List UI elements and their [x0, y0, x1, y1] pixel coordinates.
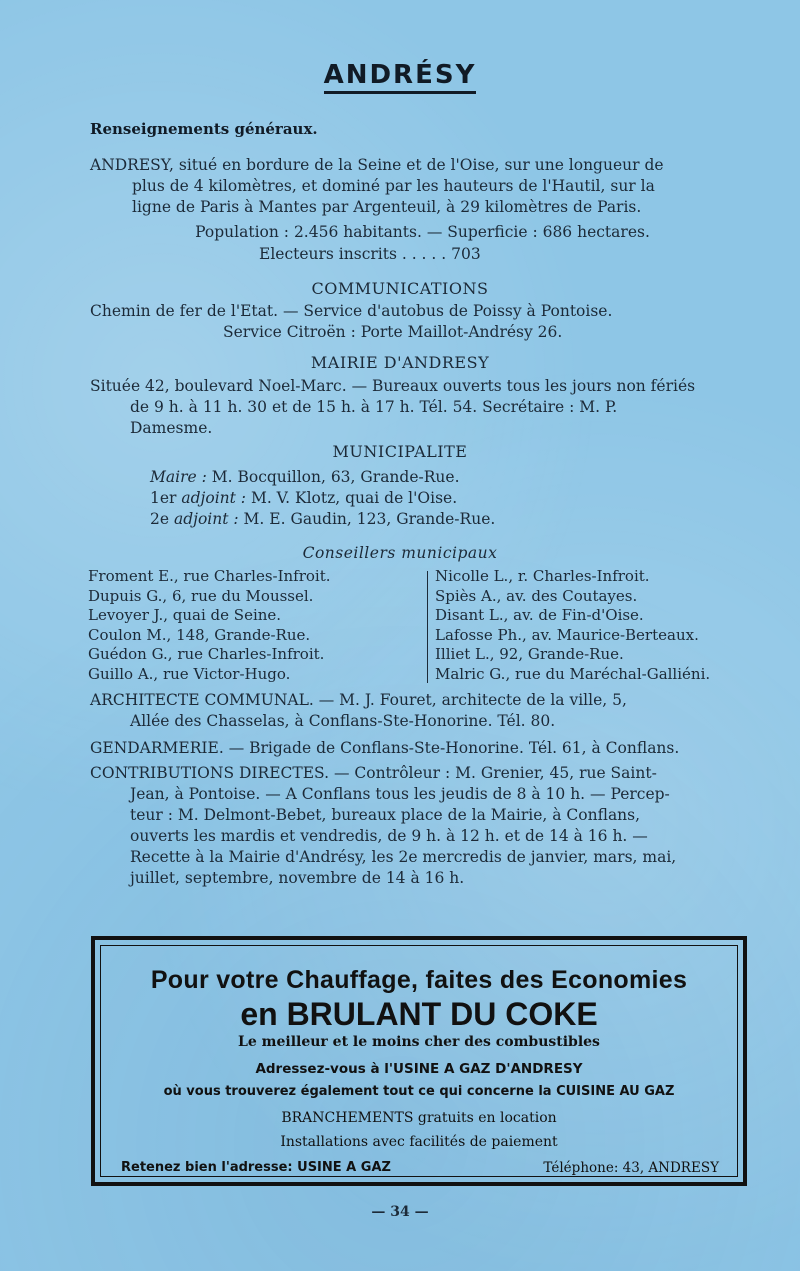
conseillers-left-column	[88, 567, 423, 684]
contributions-paragraph	[90, 763, 770, 889]
conseiller-item: Lafosse Ph., av. Maurice-Berteaux.	[435, 625, 699, 644]
communications-heading: COMMUNICATIONS	[311, 279, 489, 298]
contributions-line: Jean, à Pontoise. — A Conflans tous les jeudis de 8 à 10 h. — Percep-	[130, 785, 670, 803]
conseiller-item: Froment E., rue Charles-Infroit.	[88, 567, 331, 585]
architecte-line: Allée des Chasselas, à Conflans-Ste-Honorine. Tél. 80.	[130, 712, 556, 730]
maire-value: M. Bocquillon, 63, Grande-Rue.	[211, 468, 460, 486]
mairie-paragraph	[90, 376, 770, 439]
ad-main-headline: en BRULANT DU COKE	[240, 996, 598, 1032]
ad-headline: Pour votre Chauffage, faites des Economies	[150, 966, 688, 994]
contributions-line: Recette à la Mairie d'Andrésy, les 2e mercredis de janvier, mars, mai,	[130, 848, 677, 866]
ad-installations-line: Installations avec facilités de paiement	[280, 1134, 558, 1150]
adjoint2-number: 2e	[150, 510, 170, 528]
mairie-line: Damesme.	[130, 419, 213, 437]
page-title	[0, 60, 800, 90]
ad-cuisine-line: où vous trouverez également tout ce qui concerne la CUISINE AU GAZ	[163, 1084, 675, 1099]
ad-branchements-line: BRANCHEMENTS gratuits en location	[281, 1110, 557, 1126]
intro-line: plus de 4 kilomètres, et dominé par les hauteurs de l'Hautil, sur la	[132, 177, 655, 195]
communications-line: Chemin de fer de l'Etat. — Service d'autobus de Poissy à Pontoise.	[90, 302, 613, 320]
adjoint2-label: adjoint :	[173, 510, 239, 528]
architecte-line: ARCHITECTE COMMUNAL. — M. J. Fouret, architecte de la ville, 5,	[90, 691, 627, 709]
conseiller-item: Malric G., rue du Maréchal-Galliéni.	[435, 664, 711, 683]
intro-line: ANDRESY, situé en bordure de la Seine et de l'Oise, sur une longueur de	[90, 156, 664, 174]
adjoint2-line	[150, 509, 750, 530]
contributions-line: teur : M. Delmont-Bebet, bureaux place de la Mairie, à Conflans,	[130, 806, 641, 824]
conseiller-item: Dupuis G., 6, rue du Moussel.	[88, 586, 314, 605]
communications-line: Service Citroën : Porte Maillot-Andrésy 26.	[223, 323, 563, 341]
mairie-heading: MAIRIE D'ANDRESY	[310, 353, 490, 372]
population-line: Population : 2.456 habitants. — Superficie : 686 hectares.	[195, 223, 650, 241]
mairie-line: de 9 h. à 11 h. 30 et de 15 h. à 17 h. Tél. 54. Secrétaire : M. P.	[130, 398, 618, 416]
conseillers-heading: Conseillers municipaux	[302, 544, 498, 562]
municipalite-heading: MUNICIPALITE	[332, 442, 468, 461]
conseiller-item: Coulon M., 148, Grande-Rue.	[88, 625, 311, 644]
intro-paragraph	[90, 155, 770, 218]
municipalite-officers	[150, 467, 750, 530]
conseillers-right-column	[435, 567, 770, 684]
contributions-line: ouverts les mardis et vendredis, de 9 h. à 12 h. et de 14 à 16 h. —	[130, 827, 648, 845]
coke-advertisement	[91, 936, 747, 1186]
advertisement-inner-frame	[100, 945, 738, 1177]
section-subtitle: Renseignements généraux.	[90, 120, 318, 138]
conseiller-item: Guillo A., rue Victor-Hugo.	[88, 664, 291, 683]
column-divider	[427, 571, 428, 683]
intro-line: ligne de Paris à Mantes par Argenteuil, à 29 kilomètres de Paris.	[132, 198, 642, 216]
page-title-text: ANDRÉSY	[324, 60, 477, 94]
adjoint1-number: 1er	[150, 489, 177, 507]
electeurs-line: Electeurs inscrits . . . . . 703	[259, 245, 481, 263]
page-number: — 34 —	[371, 1204, 429, 1220]
conseiller-item: Levoyer J., quai de Seine.	[88, 606, 282, 624]
communications-paragraph	[90, 301, 770, 343]
contributions-line: juillet, septembre, novembre de 14 à 16 h.	[130, 869, 465, 887]
ad-tagline: Le meilleur et le moins cher des combustibles	[238, 1034, 600, 1050]
conseiller-item: Disant L., av. de Fin-d'Oise.	[435, 606, 644, 624]
architecte-paragraph	[90, 690, 770, 732]
conseiller-item: Nicolle L., r. Charles-Infroit.	[435, 567, 650, 585]
conseiller-item: Guédon G., rue Charles-Infroit.	[88, 645, 325, 663]
adjoint1-label: adjoint :	[181, 489, 247, 507]
ad-address-line: Adressez-vous à l'USINE A GAZ D'ANDRESY	[255, 1061, 583, 1077]
conseiller-item: Illiet L., 92, Grande-Rue.	[435, 645, 624, 663]
conseiller-item: Spiès A., av. des Coutayes.	[435, 586, 638, 605]
maire-label: Maire :	[150, 468, 207, 486]
adjoint1-value: M. V. Klotz, quai de l'Oise.	[250, 489, 458, 507]
maire-line	[150, 467, 750, 488]
adjoint2-value: M. E. Gaudin, 123, Grande-Rue.	[243, 510, 496, 528]
mairie-line: Située 42, boulevard Noel-Marc. — Bureaux ouverts tous les jours non fériés	[90, 377, 696, 395]
ad-footer-address: Retenez bien l'adresse: USINE A GAZ	[121, 1160, 391, 1175]
gendarmerie-line: GENDARMERIE. — Brigade de Conflans-Ste-Honorine. Tél. 61, à Conflans.	[90, 739, 680, 757]
contributions-line: CONTRIBUTIONS DIRECTES. — Contrôleur : M. Grenier, 45, rue Saint-	[90, 764, 657, 782]
ad-footer-telephone: Téléphone: 43, ANDRESY	[543, 1160, 719, 1176]
adjoint1-line	[150, 488, 750, 509]
